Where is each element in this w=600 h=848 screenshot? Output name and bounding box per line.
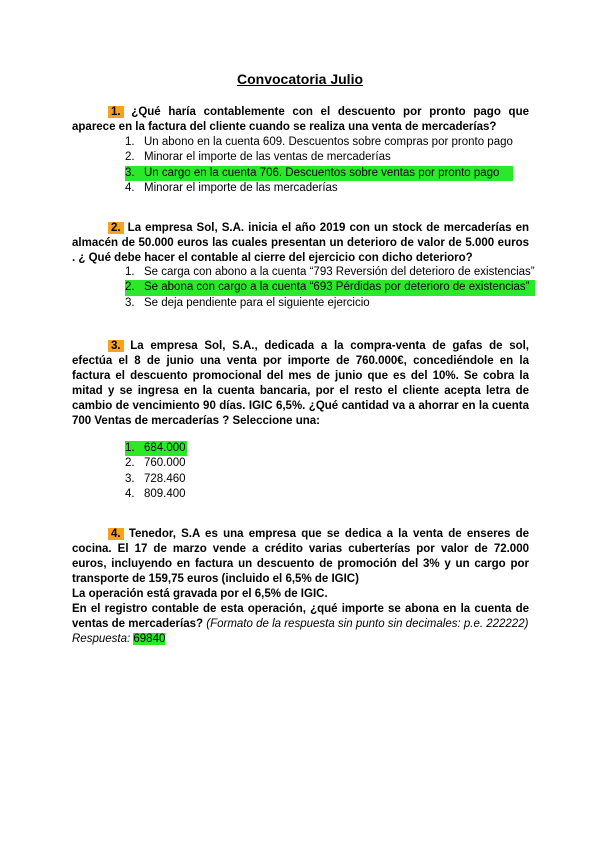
question-3 xyxy=(72,339,529,429)
question-number-3: 3. xyxy=(108,340,124,352)
question-text-2: La empresa Sol, S.A. inicia el año 2019 con un stock de mercaderías en almacén de 50.000 euros las cuales presentan un deterioro de valor de 5.000 euros . ¿ Qué debe hacer el contable al cierre del ejercicio con dicho deterioro? xyxy=(72,222,529,264)
question-2 xyxy=(72,221,529,266)
question-1 xyxy=(72,105,529,135)
option-item: 2. Minorar el importe de las ventas de mercaderías xyxy=(125,151,391,164)
options-list-1 xyxy=(125,135,513,196)
correct-option: 3. Un cargo en la cuenta 706. Descuentos sobre ventas por pronto pago xyxy=(125,166,513,181)
question-text-4: Tenedor, S.A es una empresa que se dedica a la venta de enseres de cocina. El 17 de marzo vende a crédito varias cuberterías por valor de 72.000 euros, incluyendo en factura un descuento de promoción del 3% y un cargo por transporte de 159,75 euros (incluido el 6,5% de IGIC) xyxy=(72,528,529,585)
option-item: 1. Un abono en la cuenta 609. Descuentos sobre compras por pronto pago xyxy=(125,136,513,148)
question-number-1: 1. xyxy=(108,106,124,118)
option-item: 3. 728.460 xyxy=(125,472,186,485)
question-4 xyxy=(72,527,529,632)
options-list-3 xyxy=(125,441,187,502)
answer-label: Respuesta: xyxy=(72,633,131,645)
question-4-prompt: En el registro contable de esta operación, ¿qué importe se abona en la cuenta de ventas de mercaderías? xyxy=(72,603,529,630)
question-text-1: ¿Qué haría contablemente con el descuento por pronto pago que aparece en la factura del cliente cuando se realiza una venta de mercaderías? xyxy=(72,106,529,133)
answer-format-note: (Formato de la respuesta sin punto sin decimales: p.e. 222222) xyxy=(206,618,529,630)
option-item: 2. 760.000 xyxy=(125,457,186,470)
answer-value: 69840 xyxy=(133,633,166,645)
option-item: 3. Se deja pendiente para el siguiente ejercicio xyxy=(125,296,370,309)
correct-option: 2. Se abona con cargo a la cuenta “693 Pérdidas por deterioro de existencias” xyxy=(125,280,535,295)
answer-line xyxy=(72,633,165,645)
options-list-2 xyxy=(125,265,535,311)
question-number-2: 2. xyxy=(108,222,124,234)
question-4-tax-line: La operación está gravada por el 6,5% de IGIC. xyxy=(72,588,328,600)
page-title: Convocatoria Julio xyxy=(236,71,364,87)
option-item: 4. Minorar el importe de las mercaderías xyxy=(125,181,338,194)
question-number-4: 4. xyxy=(108,528,124,540)
correct-option: 1. 684.000 xyxy=(125,441,187,456)
option-item: 1. Se carga con abono a la cuenta “793 Reversión del deterioro de existencias” xyxy=(125,266,535,278)
question-text-3: La empresa Sol, S.A., dedicada a la compra-venta de gafas de sol, efectúa el 8 de junio una venta por importe de 760.000€, concediéndole en la factura el descuento promocional del mes de junio que es del 10%. Se cobra la mitad y se ingresa en la cuenta bancaria, por el resto el cliente acepta letra de cambio de vencimiento 90 días. IGIC 6,5%. ¿Qué cantidad va a ahorrar en la cuenta 700 Ventas de mercaderías ? Seleccione una: xyxy=(72,340,530,427)
option-item: 4. 809.400 xyxy=(125,487,186,500)
